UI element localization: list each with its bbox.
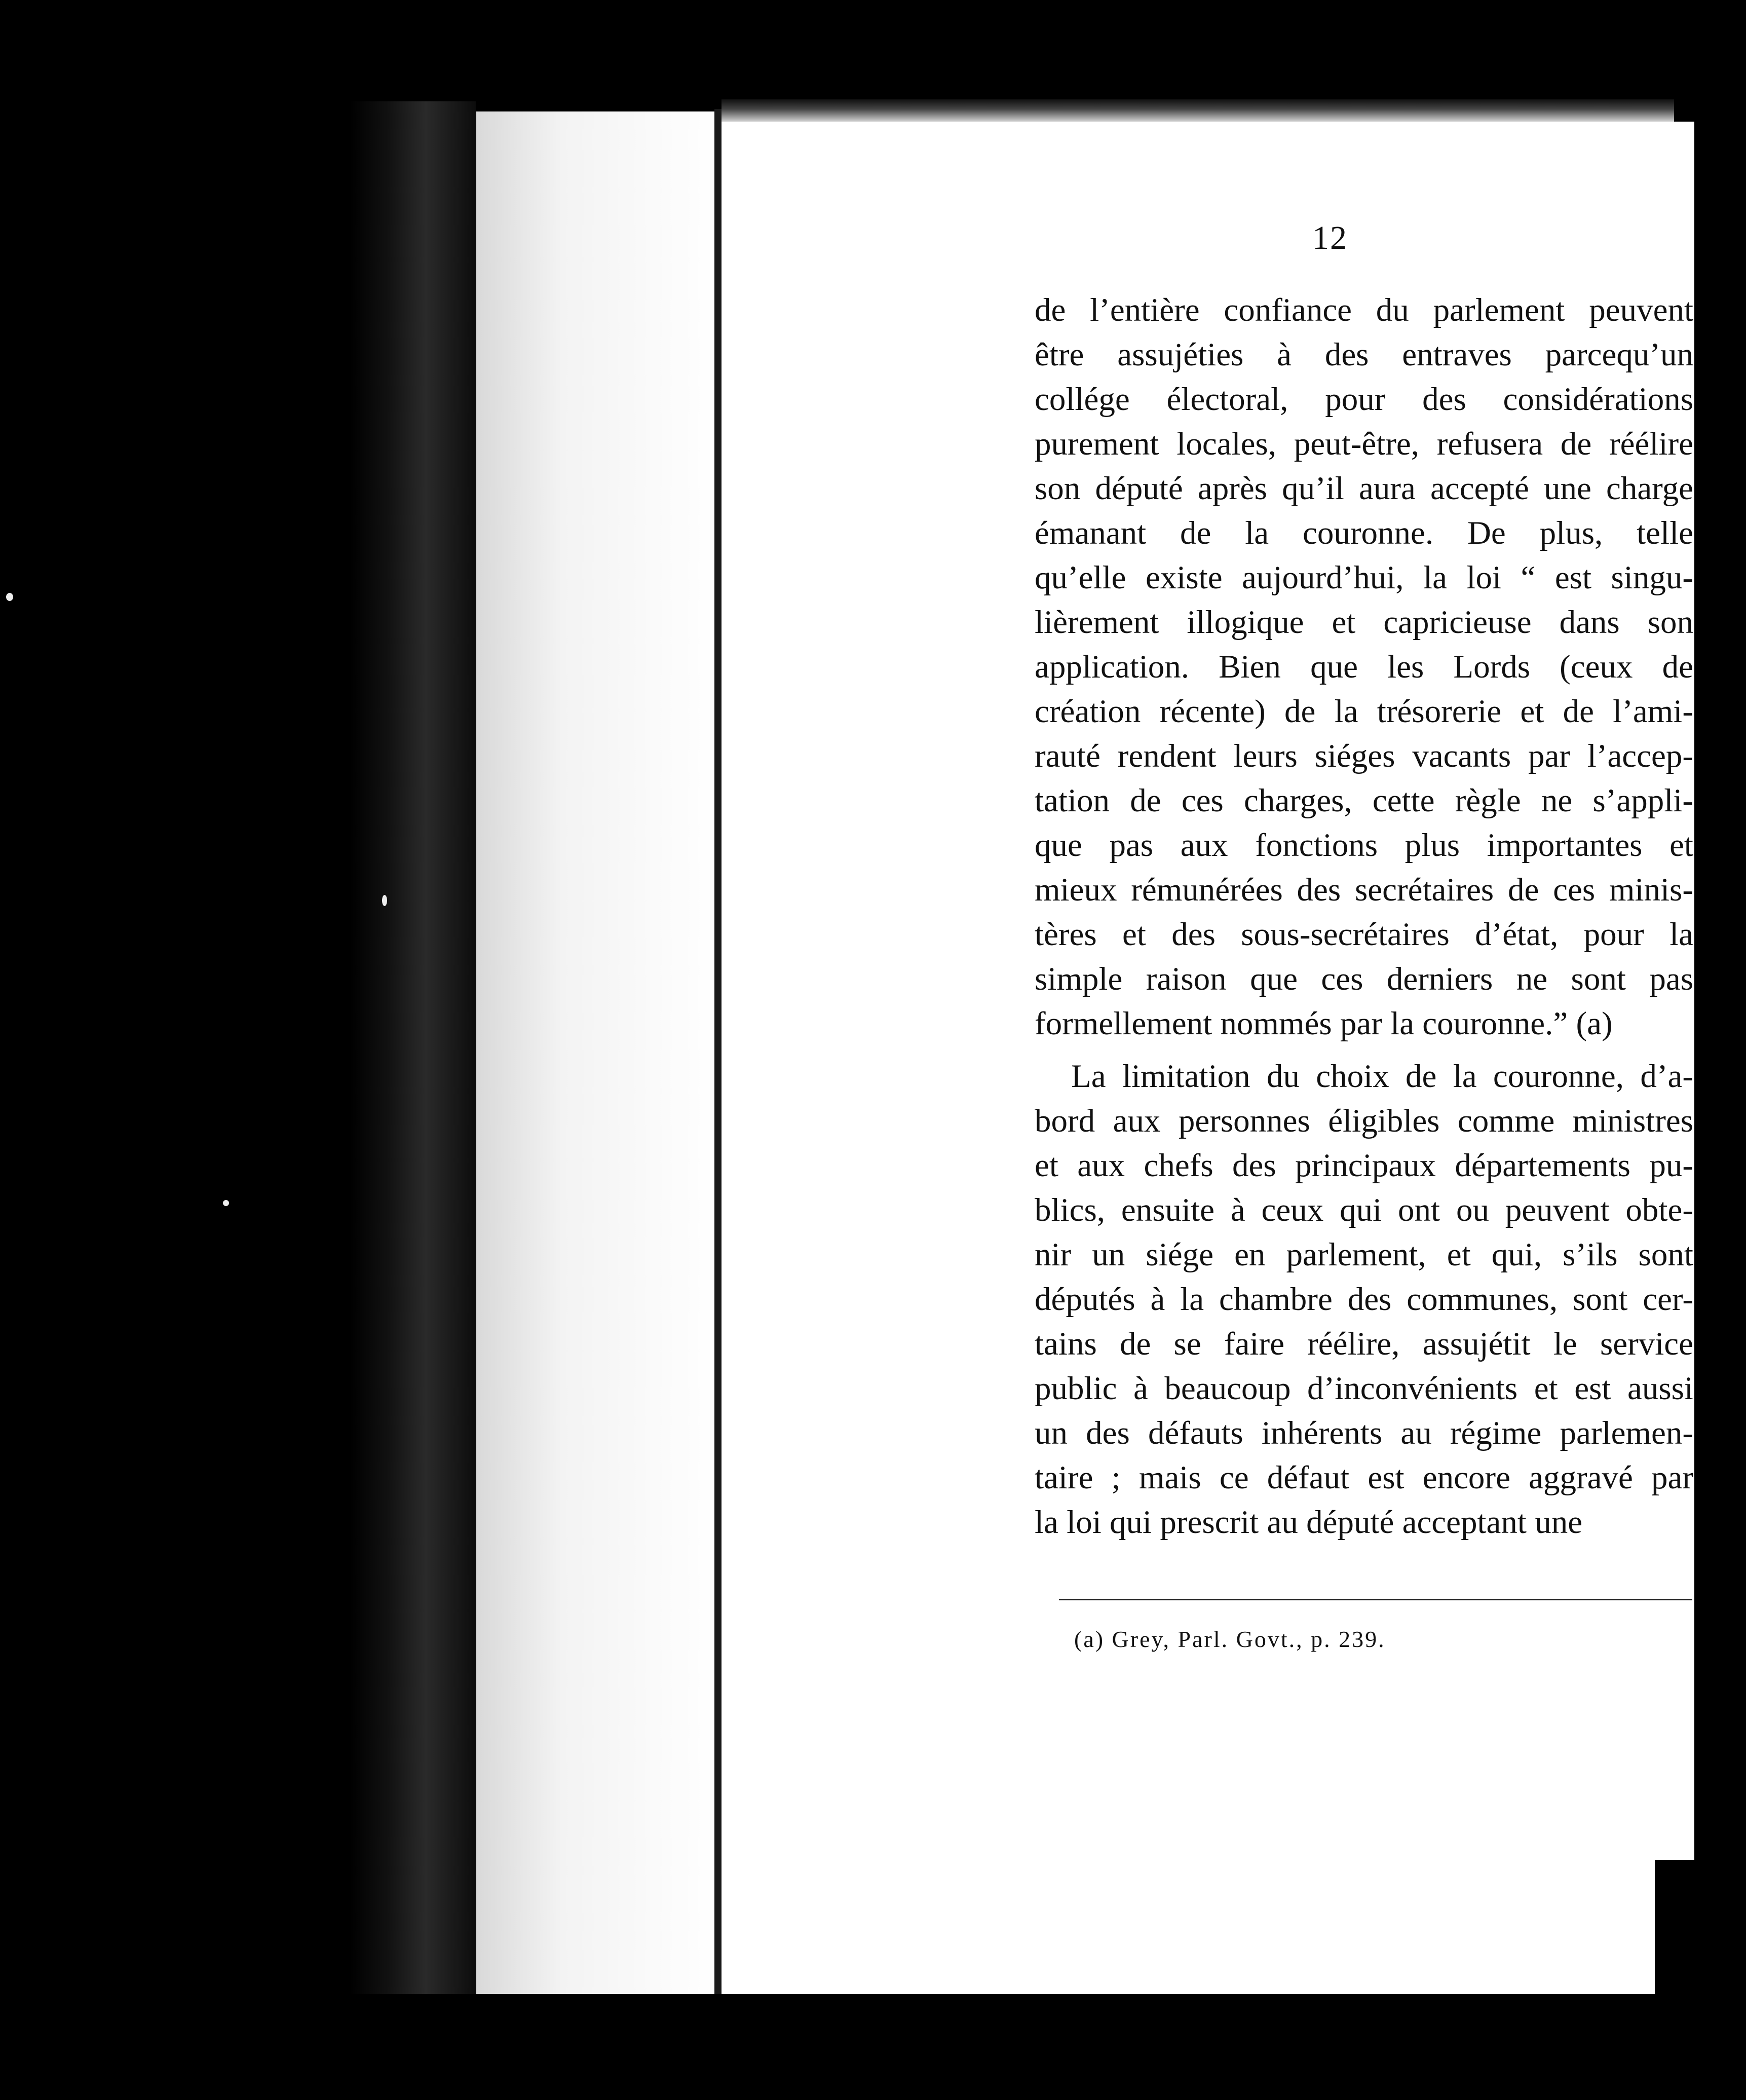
text-line: mieux rémunérées des secrétaires de ces minis- [1035,872,1693,908]
text-line: simple raison que ces derniers ne sont pas [1035,961,1693,997]
page-top-edge [722,99,1674,124]
text-line: application. Bien que les Lords (ceux de [1035,649,1693,685]
paragraph [1035,1054,1693,1545]
body-text [1035,288,1693,1545]
text-line: public à beaucoup d’inconvénients et est aussi [1035,1370,1693,1407]
page-right-edge [1694,117,1706,1961]
footnote: (a) Grey, Parl. Govt., p. 239. [1074,1626,1386,1652]
text-line: lièrement illogique et capricieuse dans son [1035,604,1693,641]
text-line: émanant de la couronne. De plus, telle [1035,515,1693,551]
text-line: collége électoral, pour des considérations [1035,381,1693,418]
text-line: nir un siége en parlement, et qui, s’ils sont [1035,1236,1693,1273]
page-fold-shadow [714,109,722,1997]
text-line: formellement nommés par la couronne.” (a) [1035,1005,1613,1042]
text-line: bord aux personnes éligibles comme ministres [1035,1103,1693,1139]
text-line: de l’entière confiance du parlement peuvent [1035,292,1693,328]
book-spine-gutter [350,101,476,1997]
scan-corner-shadow [1655,1860,1746,1997]
text-line: La limitation du choix de la couronne, d’a- [1071,1058,1693,1095]
footnote-rule [1059,1599,1692,1600]
text-line: création récente) de la trésorerie et de l’ami- [1035,693,1693,730]
dust-speck [6,593,13,601]
dust-speck [382,895,387,906]
text-line: un des défauts inhérents au régime parlemen- [1035,1415,1693,1451]
text-line: la loi qui prescrit au député acceptant une [1035,1504,1583,1541]
page-number: 12 [1312,219,1348,256]
text-line: députés à la chambre des communes, sont cer- [1035,1281,1693,1318]
paragraph [1035,288,1693,1046]
text-line: taire ; mais ce défaut est encore aggravé par [1035,1459,1693,1496]
paragraph-gap [1035,1046,1693,1054]
text-line: purement locales, peut-être, refusera de réélire [1035,426,1693,462]
text-line: que pas aux fonctions plus importantes et [1035,827,1693,864]
text-line: blics, ensuite à ceux qui ont ou peuvent obte- [1035,1192,1693,1228]
text-line: tains de se faire réélire, assujétit le service [1035,1326,1693,1362]
dust-speck [223,1200,229,1206]
text-line: et aux chefs des principaux départements pu- [1035,1147,1693,1184]
text-line: qu’elle existe aujourd’hui, la loi “ est singu- [1035,559,1693,596]
scan-bottom-border [0,1994,1746,2100]
facing-page-edge [476,111,719,1997]
text-line: son député après qu’il aura accepté une charge [1035,470,1693,507]
text-line: tères et des sous-secrétaires d’état, pour la [1035,916,1693,953]
text-line: être assujéties à des entraves parcequ’un [1035,336,1693,373]
text-line: tation de ces charges, cette règle ne s’appli- [1035,782,1693,819]
text-line: rauté rendent leurs siéges vacants par l’accep- [1035,738,1693,774]
